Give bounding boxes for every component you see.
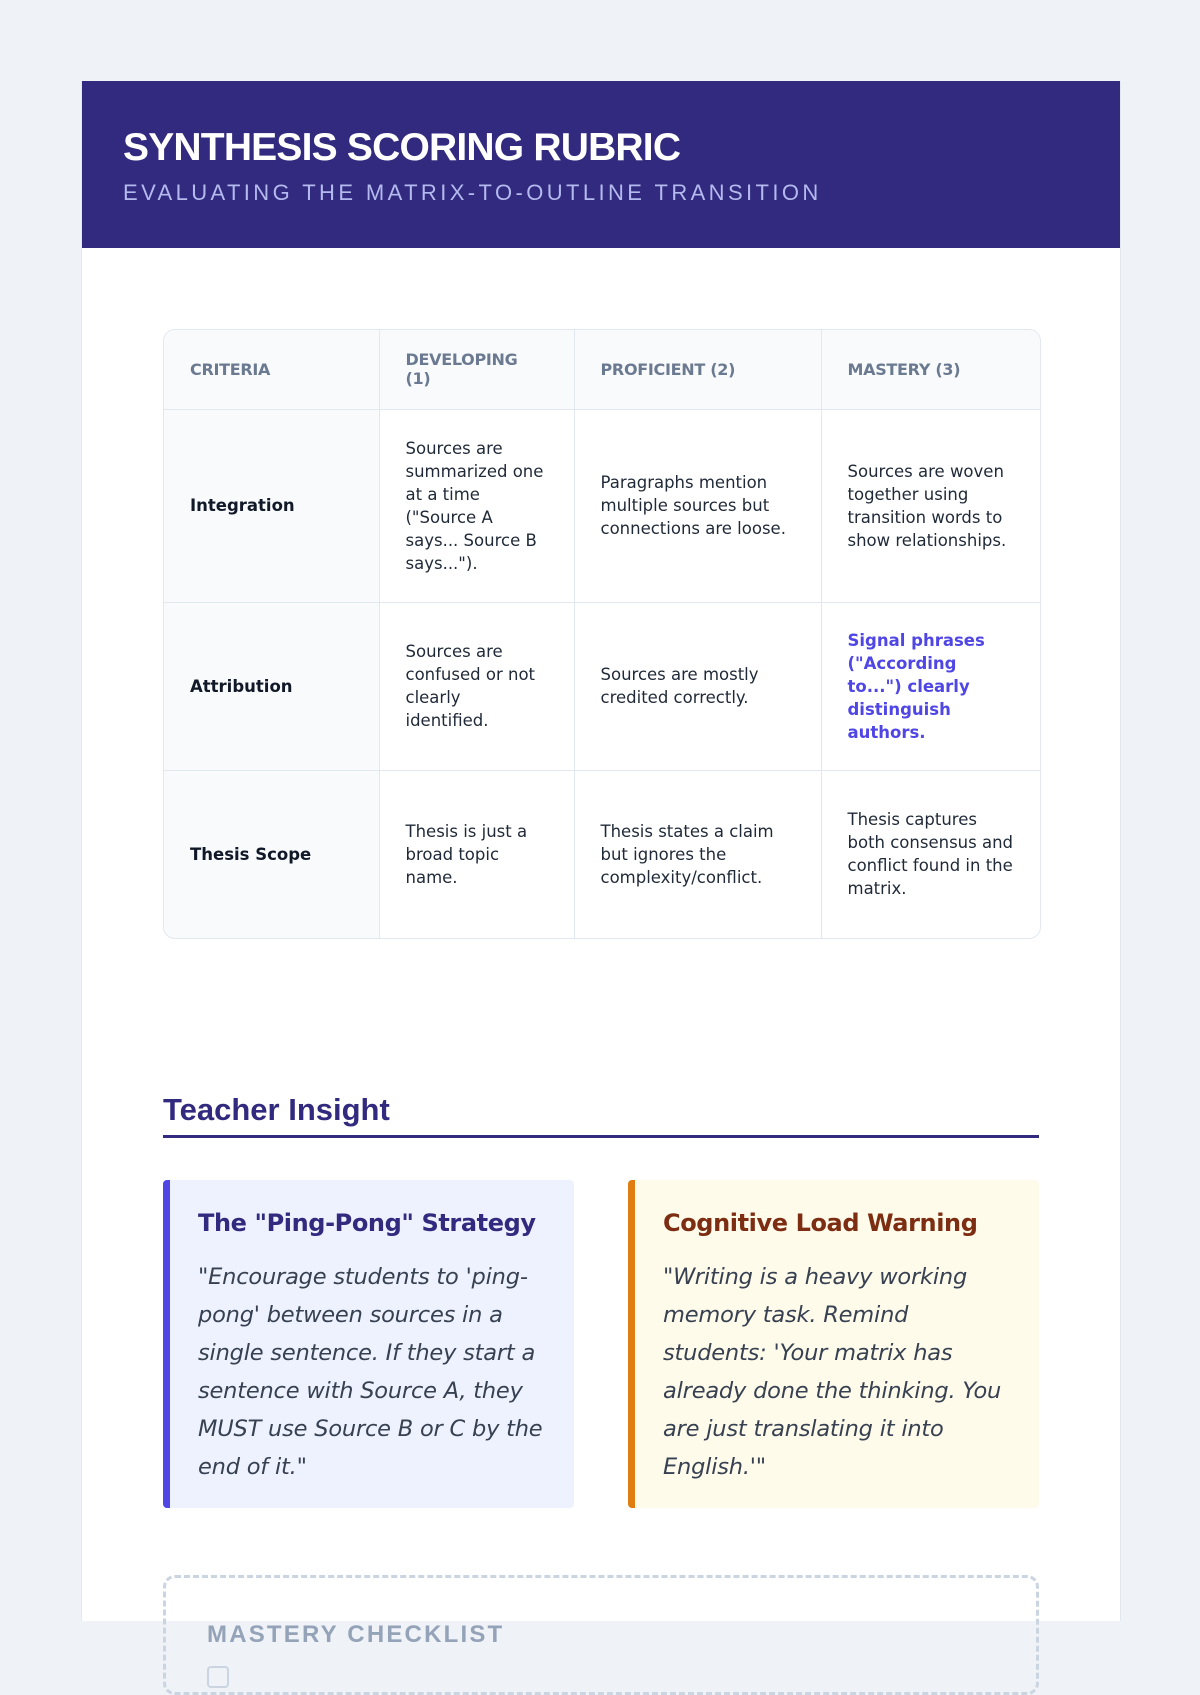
rubric-card bbox=[81, 81, 1121, 1648]
table-row bbox=[164, 602, 1040, 770]
checklist-title: MASTERY CHECKLIST bbox=[207, 1621, 505, 1648]
insight-box-title: The "Ping-Pong" Strategy bbox=[198, 1209, 536, 1237]
column-header-mastery: MASTERY (3) bbox=[821, 330, 1040, 409]
developing-cell: Sources are confused or not clearly identified. bbox=[379, 602, 574, 770]
criteria-cell: Integration bbox=[164, 409, 379, 602]
column-header-proficient: PROFICIENT (2) bbox=[574, 330, 821, 409]
mastery-cell: Thesis captures both consensus and conflict found in the matrix. bbox=[847, 810, 1014, 899]
column-header-developing: DEVELOPING (1) bbox=[379, 330, 574, 409]
section-heading-teacher-insight: Teacher Insight bbox=[163, 1091, 1039, 1138]
table-row bbox=[164, 409, 1040, 602]
insight-box-title: Cognitive Load Warning bbox=[663, 1209, 978, 1237]
insight-box-quote: "Writing is a heavy working memory task. Remind students: 'Your matrix has already done the thinking. You are just translating it into English.'" bbox=[663, 1264, 1002, 1480]
mastery-checklist bbox=[163, 1575, 1039, 1695]
table-row bbox=[164, 770, 1040, 938]
developing-cell: Sources are summarized one at a time ("Source A says... Source B says..."). bbox=[379, 409, 574, 602]
criteria-cell: Attribution bbox=[164, 602, 379, 770]
developing-cell: Thesis is just a broad topic name. bbox=[379, 770, 574, 938]
page-header bbox=[82, 81, 1120, 248]
checklist-checkbox[interactable] bbox=[207, 1666, 229, 1688]
rubric-table bbox=[164, 330, 1040, 938]
page-subtitle: EVALUATING THE MATRIX-TO-OUTLINE TRANSITION bbox=[123, 180, 822, 205]
proficient-cell: Paragraphs mention multiple sources but connections are loose. bbox=[574, 409, 821, 602]
rubric-table-container bbox=[163, 329, 1041, 939]
criteria-cell: Thesis Scope bbox=[164, 770, 379, 938]
table-header-row bbox=[164, 330, 1040, 409]
proficient-cell: Sources are mostly credited correctly. bbox=[574, 602, 821, 770]
column-header-criteria: CRITERIA bbox=[164, 330, 379, 409]
insight-box-quote: "Encourage students to 'ping-pong' between sources in a single sentence. If they start a sentence with Source A, they MUST use Source B or C by the end of it." bbox=[198, 1264, 543, 1480]
insight-box-cognitive-load bbox=[628, 1180, 1039, 1508]
page-title: SYNTHESIS SCORING RUBRIC bbox=[123, 126, 681, 169]
mastery-cell: Sources are woven together using transition words to show relationships. bbox=[821, 409, 1040, 602]
proficient-cell: Thesis states a claim but ignores the complexity/conflict. bbox=[574, 770, 821, 938]
mastery-cell-highlighted: Signal phrases ("According to...") clearly distinguish authors. bbox=[821, 602, 1040, 770]
insight-box-ping-pong bbox=[163, 1180, 574, 1508]
